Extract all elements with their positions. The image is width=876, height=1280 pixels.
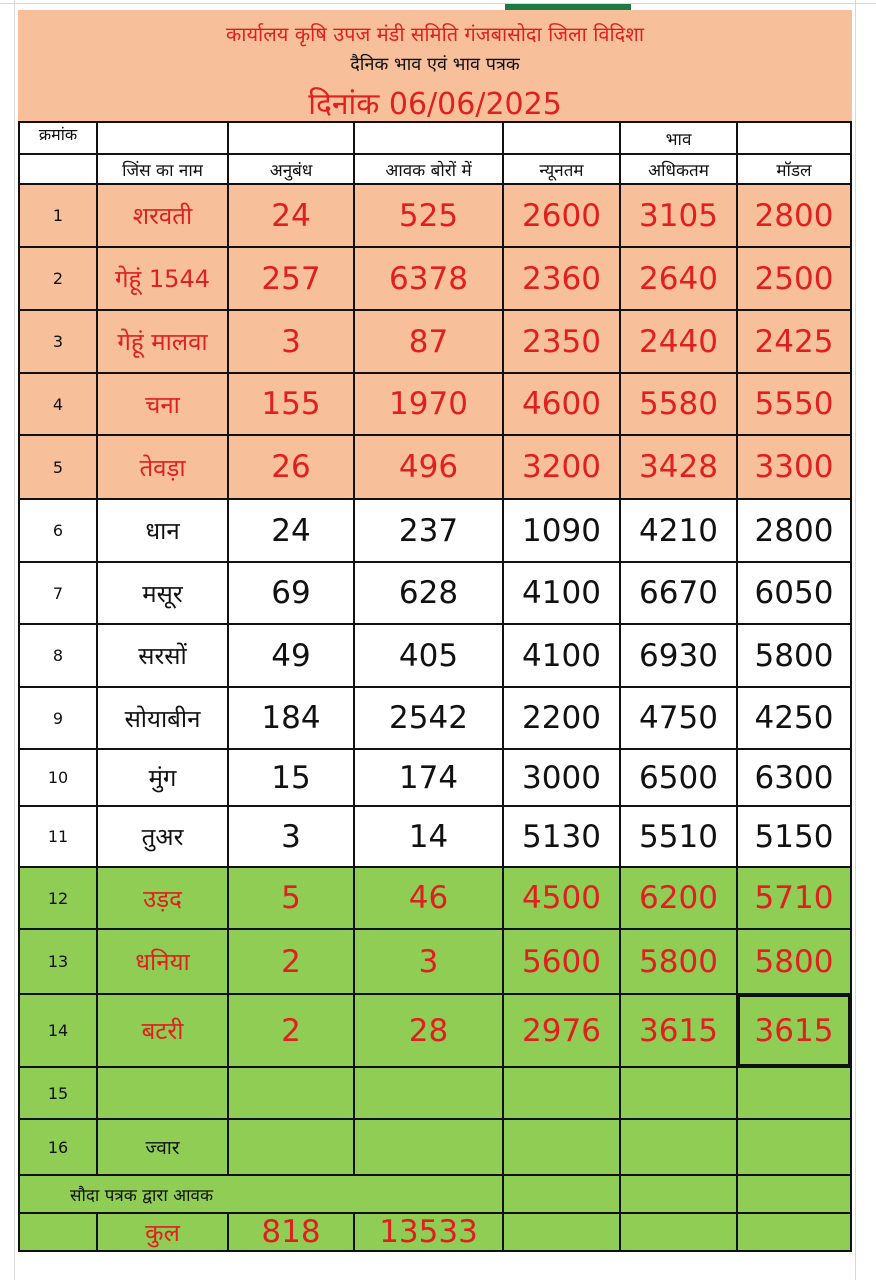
blank-cell[interactable] — [737, 1175, 851, 1213]
modal-cell[interactable]: 3615 — [737, 994, 851, 1067]
total-contract[interactable]: 818 — [228, 1213, 354, 1251]
commodity-cell[interactable]: गेहूं मालवा — [97, 310, 228, 373]
min-cell[interactable]: 4100 — [503, 562, 620, 624]
table-row — [19, 1067, 851, 1119]
arrival-cell[interactable]: 28 — [354, 994, 503, 1067]
commodity-cell[interactable]: सोयाबीन — [97, 687, 228, 749]
min-cell[interactable] — [503, 1067, 620, 1119]
arrival-cell[interactable]: 1970 — [354, 373, 503, 435]
arrival-cell[interactable]: 2542 — [354, 687, 503, 749]
min-cell[interactable]: 2200 — [503, 687, 620, 749]
modal-cell[interactable]: 5150 — [737, 806, 851, 867]
contract-cell[interactable]: 257 — [228, 247, 354, 310]
contract-cell[interactable]: 2 — [228, 929, 354, 994]
modal-cell[interactable]: 2500 — [737, 247, 851, 310]
header-arrival[interactable]: आवक बोरों में — [354, 154, 503, 184]
serial-cell[interactable]: 6 — [19, 499, 97, 562]
modal-cell[interactable]: 5550 — [737, 373, 851, 435]
modal-cell[interactable]: 3300 — [737, 435, 851, 499]
max-cell[interactable]: 6670 — [620, 562, 737, 624]
max-cell[interactable]: 2440 — [620, 310, 737, 373]
table-row — [19, 749, 851, 806]
report-date: दिनांक 06/06/2025 — [308, 87, 562, 122]
min-cell[interactable]: 4500 — [503, 867, 620, 929]
contract-cell[interactable]: 5 — [228, 867, 354, 929]
arrival-cell[interactable]: 628 — [354, 562, 503, 624]
contract-cell[interactable]: 184 — [228, 687, 354, 749]
total-row — [19, 1213, 851, 1251]
modal-cell[interactable]: 2800 — [737, 184, 851, 247]
header-modal[interactable]: मॉडल — [737, 154, 851, 184]
modal-cell[interactable] — [737, 1119, 851, 1175]
arrival-cell[interactable]: 6378 — [354, 247, 503, 310]
max-cell[interactable]: 3105 — [620, 184, 737, 247]
header-serial[interactable]: क्रमांक — [19, 122, 97, 154]
table-row — [19, 994, 851, 1067]
blank-cell[interactable] — [19, 1213, 97, 1251]
contract-cell[interactable]: 2 — [228, 994, 354, 1067]
min-cell[interactable]: 4100 — [503, 624, 620, 687]
arrival-cell[interactable]: 14 — [354, 806, 503, 867]
header-row — [19, 154, 851, 184]
footer-note-row — [19, 1175, 851, 1213]
total-label[interactable]: कुल — [97, 1213, 228, 1251]
contract-cell[interactable] — [228, 1119, 354, 1175]
serial-cell[interactable]: 2 — [19, 247, 97, 310]
header-contract[interactable]: अनुबंध — [228, 154, 354, 184]
max-cell[interactable]: 3615 — [620, 994, 737, 1067]
commodity-cell[interactable]: धान — [97, 499, 228, 562]
header-commodity[interactable]: जिंस का नाम — [97, 154, 228, 184]
modal-cell[interactable]: 2425 — [737, 310, 851, 373]
header-blank-cell[interactable] — [97, 122, 228, 154]
blank-cell[interactable] — [620, 1213, 737, 1251]
modal-cell[interactable]: 5710 — [737, 867, 851, 929]
min-cell[interactable]: 2600 — [503, 184, 620, 247]
min-cell[interactable]: 5600 — [503, 929, 620, 994]
max-cell[interactable]: 5510 — [620, 806, 737, 867]
table-row — [19, 499, 851, 562]
serial-cell[interactable]: 5 — [19, 435, 97, 499]
serial-cell[interactable]: 1 — [19, 184, 97, 247]
max-cell[interactable]: 4750 — [620, 687, 737, 749]
commodity-cell[interactable]: गेहूं 1544 — [97, 247, 228, 310]
max-cell[interactable]: 3428 — [620, 435, 737, 499]
commodity-cell[interactable]: मुंग — [97, 749, 228, 806]
blank-cell[interactable] — [503, 1213, 620, 1251]
contract-cell[interactable]: 49 — [228, 624, 354, 687]
min-cell[interactable]: 2360 — [503, 247, 620, 310]
modal-cell[interactable] — [737, 1067, 851, 1119]
price-table — [18, 121, 852, 1252]
arrival-cell[interactable]: 405 — [354, 624, 503, 687]
table-row — [19, 624, 851, 687]
header-row-group — [19, 122, 851, 154]
contract-cell[interactable]: 24 — [228, 184, 354, 247]
modal-cell[interactable]: 4250 — [737, 687, 851, 749]
min-cell[interactable]: 3200 — [503, 435, 620, 499]
contract-cell[interactable]: 3 — [228, 806, 354, 867]
arrival-cell[interactable]: 525 — [354, 184, 503, 247]
footer-note[interactable]: सौदा पत्रक द्वारा आवक — [19, 1175, 503, 1213]
modal-cell[interactable]: 5800 — [737, 624, 851, 687]
max-cell[interactable] — [620, 1119, 737, 1175]
arrival-cell[interactable]: 496 — [354, 435, 503, 499]
min-cell[interactable]: 2350 — [503, 310, 620, 373]
arrival-cell[interactable]: 174 — [354, 749, 503, 806]
serial-cell[interactable]: 12 — [19, 867, 97, 929]
sheet-gridline — [0, 3, 876, 4]
table-row — [19, 435, 851, 499]
blank-cell[interactable] — [737, 1213, 851, 1251]
header-blank-cell[interactable] — [503, 122, 620, 154]
contract-cell[interactable]: 24 — [228, 499, 354, 562]
table-row — [19, 867, 851, 929]
max-cell[interactable]: 5800 — [620, 929, 737, 994]
arrival-cell[interactable]: 237 — [354, 499, 503, 562]
contract-cell[interactable] — [228, 1067, 354, 1119]
modal-cell[interactable]: 6050 — [737, 562, 851, 624]
header-min[interactable]: न्यूनतम — [503, 154, 620, 184]
blank-cell[interactable] — [620, 1175, 737, 1213]
table-row — [19, 687, 851, 749]
arrival-cell[interactable]: 3 — [354, 929, 503, 994]
header-blank-cell[interactable] — [354, 122, 503, 154]
header-max[interactable]: अधिकतम — [620, 154, 737, 184]
commodity-cell[interactable]: मसूर — [97, 562, 228, 624]
commodity-cell[interactable]: तुअर — [97, 806, 228, 867]
table-row — [19, 373, 851, 435]
sheet-header — [18, 10, 852, 122]
min-cell[interactable]: 4600 — [503, 373, 620, 435]
min-cell[interactable]: 1090 — [503, 499, 620, 562]
arrival-cell[interactable]: 46 — [354, 867, 503, 929]
commodity-cell[interactable]: बटरी — [97, 994, 228, 1067]
commodity-cell[interactable] — [97, 1067, 228, 1119]
serial-cell[interactable]: 3 — [19, 310, 97, 373]
max-cell[interactable]: 4210 — [620, 499, 737, 562]
table-row — [19, 806, 851, 867]
modal-cell[interactable]: 2800 — [737, 499, 851, 562]
commodity-cell[interactable]: ज्वार — [97, 1119, 228, 1175]
modal-cell[interactable]: 5800 — [737, 929, 851, 994]
serial-cell[interactable]: 11 — [19, 806, 97, 867]
office-title: कार्यालय कृषि उपज मंडी समिति गंजबासोदा जिला विदिशा — [225, 22, 645, 46]
serial-cell[interactable]: 13 — [19, 929, 97, 994]
max-cell[interactable] — [620, 1067, 737, 1119]
modal-cell[interactable]: 6300 — [737, 749, 851, 806]
serial-cell[interactable]: 8 — [19, 624, 97, 687]
report-subtitle: दैनिक भाव एवं भाव पत्रक — [350, 54, 520, 75]
header-blank-cell[interactable] — [737, 122, 851, 154]
table-row — [19, 310, 851, 373]
max-cell[interactable]: 2640 — [620, 247, 737, 310]
contract-cell[interactable]: 26 — [228, 435, 354, 499]
max-cell[interactable]: 6500 — [620, 749, 737, 806]
contract-cell[interactable]: 155 — [228, 373, 354, 435]
max-cell[interactable]: 6930 — [620, 624, 737, 687]
table-row — [19, 184, 851, 247]
serial-cell[interactable]: 7 — [19, 562, 97, 624]
header-blank-cell[interactable] — [19, 154, 97, 184]
max-cell[interactable]: 6200 — [620, 867, 737, 929]
min-cell[interactable]: 5130 — [503, 806, 620, 867]
serial-cell[interactable]: 16 — [19, 1119, 97, 1175]
serial-cell[interactable]: 14 — [19, 994, 97, 1067]
serial-cell[interactable]: 4 — [19, 373, 97, 435]
min-cell[interactable]: 3000 — [503, 749, 620, 806]
arrival-cell[interactable]: 87 — [354, 310, 503, 373]
commodity-cell[interactable]: शरवती — [97, 184, 228, 247]
min-cell[interactable] — [503, 1119, 620, 1175]
min-cell[interactable]: 2976 — [503, 994, 620, 1067]
serial-cell[interactable]: 9 — [19, 687, 97, 749]
max-cell[interactable]: 5580 — [620, 373, 737, 435]
arrival-cell[interactable] — [354, 1119, 503, 1175]
table-row — [19, 562, 851, 624]
commodity-cell[interactable]: उड़द — [97, 867, 228, 929]
contract-cell[interactable]: 3 — [228, 310, 354, 373]
blank-cell[interactable] — [503, 1175, 620, 1213]
header-blank-cell[interactable] — [228, 122, 354, 154]
header-price-group[interactable]: भाव — [620, 122, 737, 154]
sheet-gridline — [855, 0, 856, 1280]
serial-cell[interactable]: 10 — [19, 749, 97, 806]
arrival-cell[interactable] — [354, 1067, 503, 1119]
commodity-cell[interactable]: सरसों — [97, 624, 228, 687]
contract-cell[interactable]: 15 — [228, 749, 354, 806]
table-row — [19, 929, 851, 994]
contract-cell[interactable]: 69 — [228, 562, 354, 624]
total-arrival[interactable]: 13533 — [354, 1213, 503, 1251]
commodity-cell[interactable]: तेवड़ा — [97, 435, 228, 499]
sheet-gridline — [14, 0, 15, 1280]
commodity-cell[interactable]: धनिया — [97, 929, 228, 994]
table-row — [19, 247, 851, 310]
commodity-cell[interactable]: चना — [97, 373, 228, 435]
serial-cell[interactable]: 15 — [19, 1067, 97, 1119]
table-row — [19, 1119, 851, 1175]
